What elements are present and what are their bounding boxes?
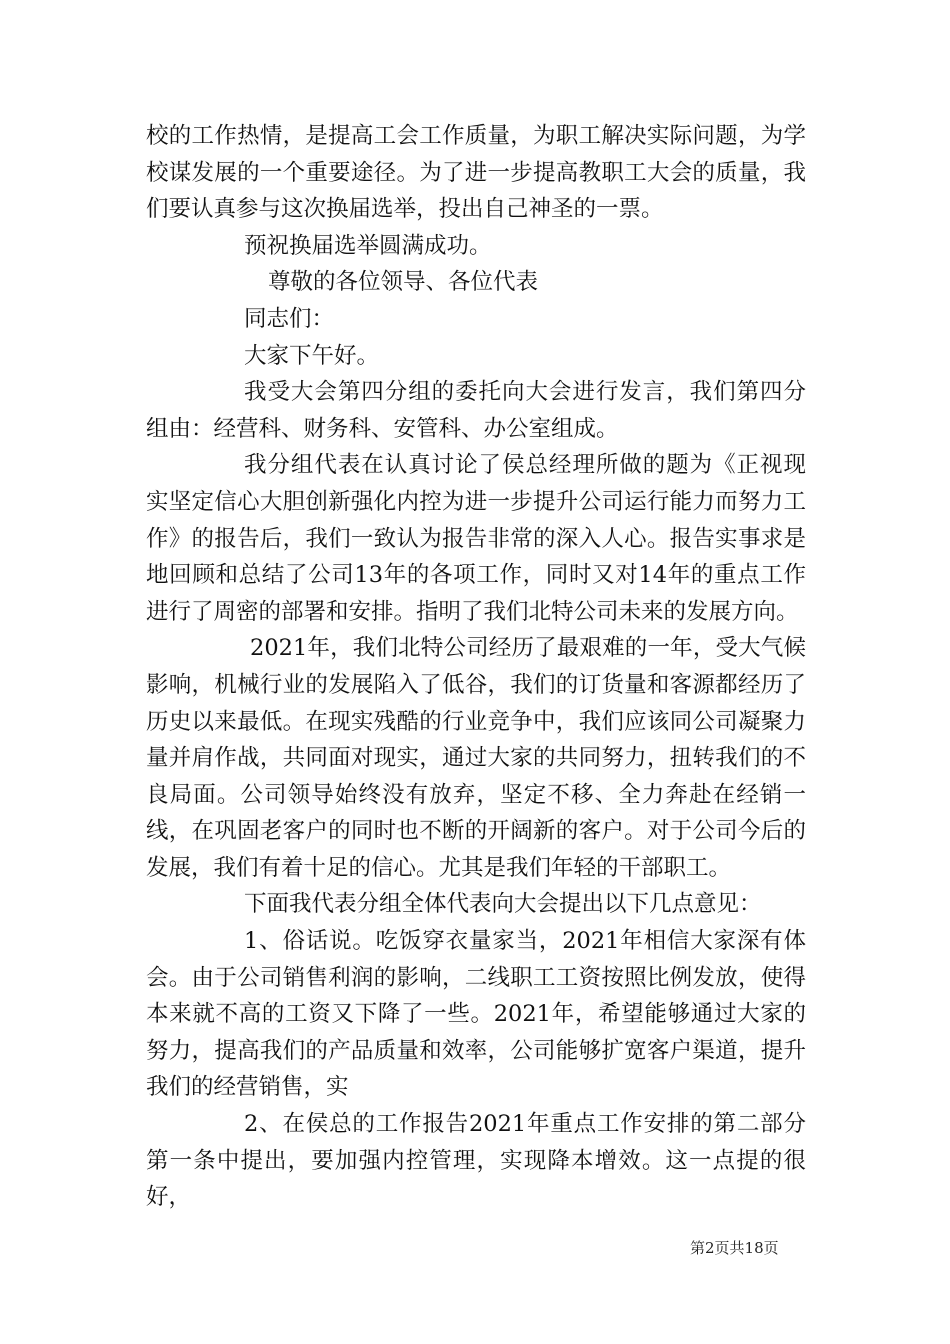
paragraph-continuation: 校的工作热情，是提高工会工作质量，为职工解决实际问题，为学校谋发展的一个重要途径。为了进一步提高教职工大会的质量，我们要认真参与这次换届选举，投出自己神圣的一票。 <box>146 123 806 223</box>
paragraph-opinions-intro: 下面我代表分组全体代表向大会提出以下几点意见： <box>244 891 762 918</box>
paragraph-opinion-1: 1、俗话说。吃饭穿衣量家当，2021年相信大家深有体会。由于公司销售利润的影响，二线职工工资按照比例发放，使得本来就不高的工资又下降了一些。2021年，希望能够通过大家的努力，提高我们的产品质量和效率，公司能够扩宽客户渠道，提升我们的经营销售，实 <box>146 928 806 1101</box>
paragraph-report-review: 我分组代表在认真讨论了侯总经理所做的题为《正视现实坚定信心大胆创新强化内控为进一步提升公司运行能力而努力工作》的报告后，我们一致认为报告非常的深入人心。报告实事求是地回顾和总结了公司13年的各项工作，同时又对14年的重点工作进行了周密的部署和安排。指明了我们北特公司未来的发展方向。 <box>146 452 806 625</box>
page-number: 第2页共18页 <box>690 1239 779 1257</box>
paragraph-salutation: 尊敬的各位领导、各位代表 <box>268 269 539 296</box>
paragraph-intro: 我受大会第四分组的委托向大会进行发言，我们第四分组由：经营科、财务科、安管科、办公室组成。 <box>146 379 806 442</box>
document-body <box>146 118 806 1216</box>
paragraph-year-review: 2021年，我们北特公司经历了最艰难的一年，受大气候影响，机械行业的发展陷入了低谷，我们的订货量和客源都经历了历史以来最低。在现实残酷的行业竞争中，我们应该同公司凝聚力量并肩作战，共同面对现实，通过大家的共同努力，扭转我们的不良局面。公司领导始终没有放弃，坚定不移、全力奔赴在经销一线，在巩固老客户的同时也不断的开阔新的客户。对于公司今后的发展，我们有着十足的信心。尤其是我们年轻的干部职工。 <box>146 635 806 881</box>
paragraph-opinion-2: 2、在侯总的工作报告2021年重点工作安排的第二部分第一条中提出，要加强内控管理，实现降本增效。这一点提的很好， <box>146 1111 806 1211</box>
paragraph-comrades: 同志们： <box>244 305 335 332</box>
paragraph-wish: 预祝换届选举圆满成功。 <box>244 232 492 259</box>
paragraph-greeting: 大家下午好。 <box>244 342 380 369</box>
